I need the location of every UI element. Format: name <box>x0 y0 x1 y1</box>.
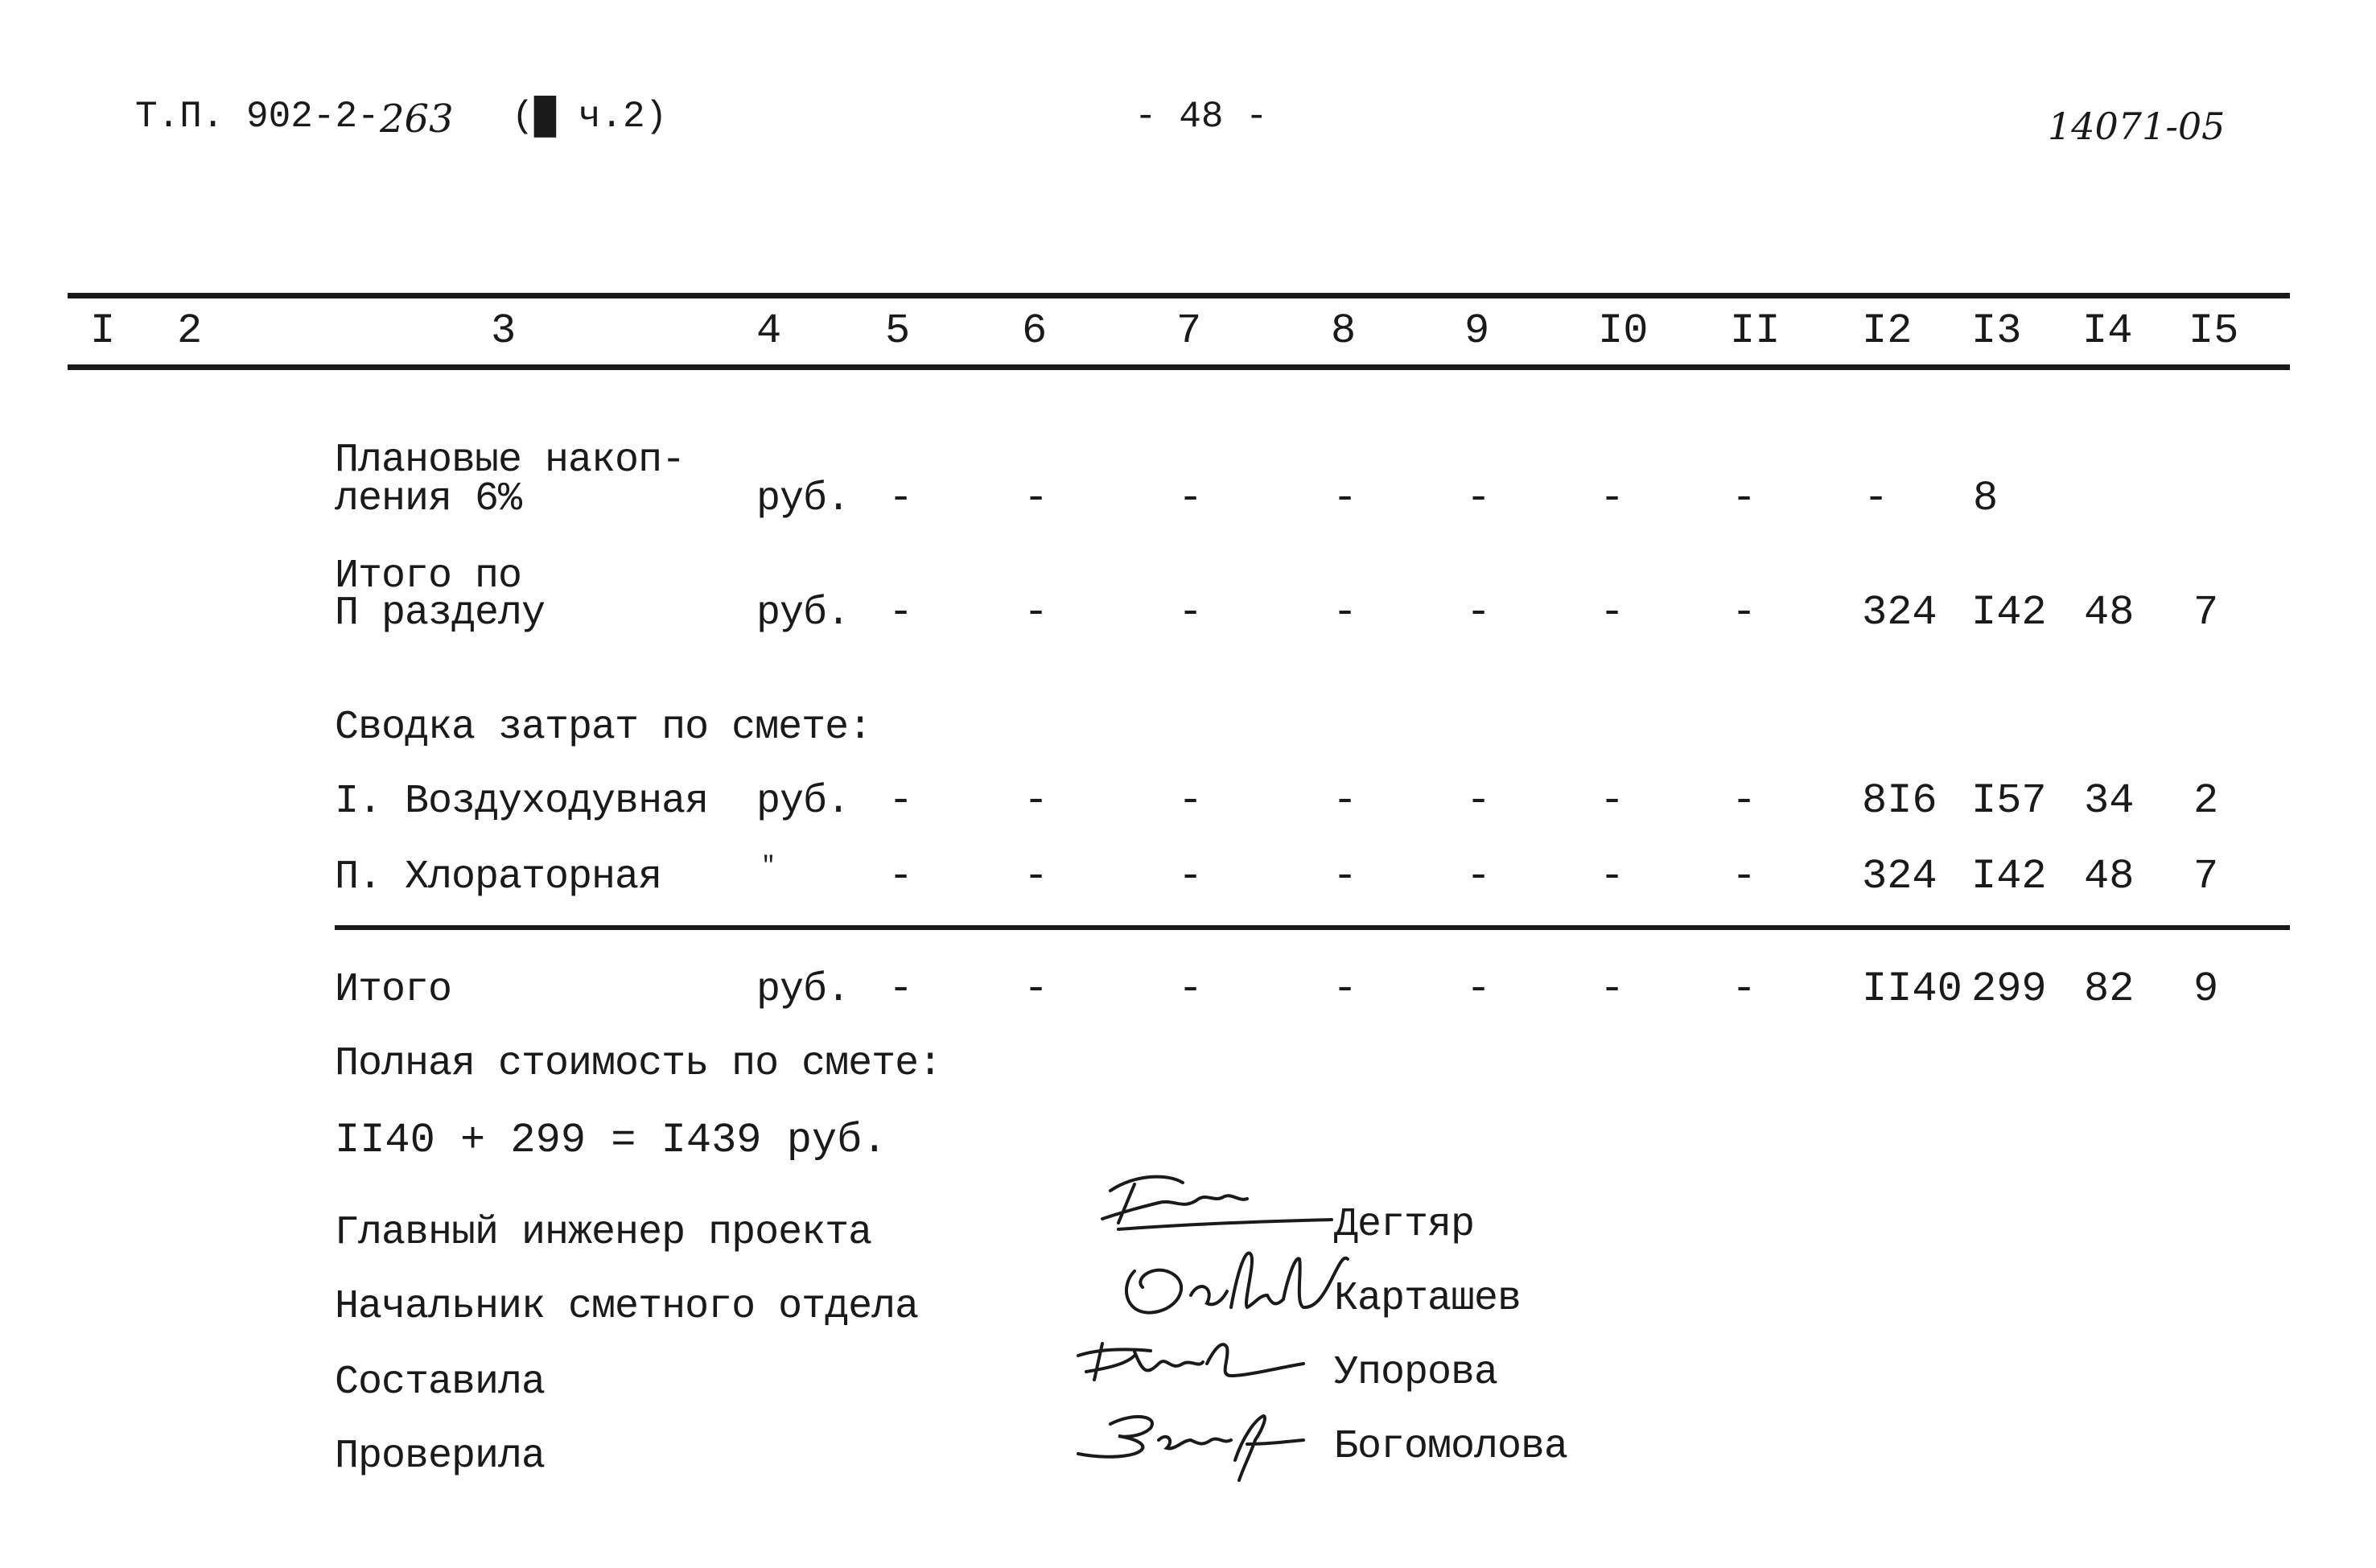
cell: II40 <box>1862 965 1962 1013</box>
row-label-line1: Плановые накоп- <box>335 438 686 484</box>
col-header: I <box>90 307 116 355</box>
cell: - <box>1600 475 1625 522</box>
col-header: I0 <box>1598 307 1649 355</box>
cell: 324 <box>1862 853 1937 900</box>
cell: 48 <box>2084 589 2135 636</box>
cell: I42 <box>1971 853 2047 900</box>
row-label-line1: Итого по <box>335 554 522 599</box>
cell: - <box>888 589 914 636</box>
col-header: 8 <box>1331 307 1357 355</box>
cell: - <box>1023 965 1049 1013</box>
cell: - <box>1600 777 1625 825</box>
col-header: 2 <box>177 307 203 355</box>
col-header: 9 <box>1464 307 1490 355</box>
table-top-rule <box>68 293 2290 298</box>
cell: - <box>1732 965 1757 1013</box>
cell: - <box>1600 965 1625 1013</box>
col-header: 6 <box>1022 307 1048 355</box>
cell: - <box>1732 475 1757 522</box>
cell: 34 <box>2084 777 2135 825</box>
cell: - <box>1332 475 1358 522</box>
row-unit: " <box>761 853 776 880</box>
cell: 299 <box>1971 965 2047 1013</box>
row-label-line2: ления 6% <box>335 476 522 522</box>
doc-part: (█ ч.2) <box>512 96 668 138</box>
cell: - <box>1178 777 1204 825</box>
signature-name: Карташев <box>1334 1276 1522 1322</box>
col-header: 3 <box>491 307 517 355</box>
col-header: II <box>1730 307 1781 355</box>
signature-mark-bogomolova <box>1070 1404 1312 1484</box>
doc-ref-handwritten: 263 <box>380 97 454 142</box>
col-header: I3 <box>1971 307 2022 355</box>
cell: 2 <box>2193 777 2219 825</box>
cell: - <box>1466 589 1492 636</box>
cell: 48 <box>2084 853 2135 900</box>
cell: - <box>1178 589 1204 636</box>
cell: - <box>1732 589 1757 636</box>
col-header: 7 <box>1176 307 1202 355</box>
cell: - <box>1600 589 1625 636</box>
summary-total-rule <box>335 925 2290 930</box>
cell: - <box>1466 965 1492 1013</box>
cell: - <box>1023 853 1049 900</box>
cell: I42 <box>1971 589 2047 636</box>
cell: - <box>1178 965 1204 1013</box>
cell: 8I6 <box>1862 777 1937 825</box>
signature-role: Проверила <box>335 1434 546 1480</box>
cell: - <box>1023 777 1049 825</box>
cell: 7 <box>2193 853 2219 900</box>
signature-name: Дегтяр <box>1334 1202 1475 1248</box>
cell: - <box>888 965 914 1013</box>
row-unit: руб. <box>756 476 850 522</box>
cell: - <box>1332 777 1358 825</box>
page-number: - 48 - <box>1134 96 1268 138</box>
signature-mark-kartashev <box>1110 1231 1352 1327</box>
col-header: 5 <box>885 307 911 355</box>
cell: - <box>1466 853 1492 900</box>
archive-number: 14071-05 <box>2048 105 2226 148</box>
cell: - <box>1600 853 1625 900</box>
cell: - <box>1023 589 1049 636</box>
signature-role: Составила <box>335 1360 546 1405</box>
cell: 9 <box>2193 965 2219 1013</box>
row-unit: руб. <box>756 779 850 825</box>
cell: - <box>1332 589 1358 636</box>
row-unit: руб. <box>756 967 850 1013</box>
row-label: П. Хлораторная <box>335 854 662 900</box>
summary-heading: Сводка затрат по смете: <box>335 705 872 751</box>
signature-name: Упорова <box>1334 1350 1498 1396</box>
signature-mark-degtyar <box>1086 1167 1336 1239</box>
cell: 8 <box>1973 475 1999 522</box>
signature-role: Начальник сметного отдела <box>335 1284 919 1330</box>
full-cost-heading: Полная стоимость по смете: <box>335 1041 942 1087</box>
cell: - <box>888 475 914 522</box>
col-header: I4 <box>2082 307 2133 355</box>
cell: I57 <box>1971 777 2047 825</box>
full-cost-formula: II40 + 299 = I439 руб. <box>335 1117 887 1164</box>
cell: - <box>1023 475 1049 522</box>
col-header: I5 <box>2189 307 2239 355</box>
col-header: I2 <box>1862 307 1913 355</box>
cell: - <box>1732 777 1757 825</box>
cell: - <box>1332 853 1358 900</box>
row-label: Итого <box>335 967 452 1013</box>
col-header: 4 <box>756 307 782 355</box>
cell: - <box>1466 777 1492 825</box>
cell: 7 <box>2193 589 2219 636</box>
doc-ref-prefix: Т.П. 902-2- <box>135 96 380 138</box>
cell: - <box>1178 475 1204 522</box>
cell: 82 <box>2084 965 2135 1013</box>
signature-role: Главный инженер проекта <box>335 1210 872 1256</box>
signature-name: Богомолова <box>1334 1424 1568 1470</box>
row-label: I. Воздуходувная <box>335 779 709 825</box>
cell: - <box>1732 853 1757 900</box>
cell: - <box>1332 965 1358 1013</box>
cell: - <box>888 777 914 825</box>
cell: - <box>888 853 914 900</box>
row-label-line2: П разделу <box>335 591 546 636</box>
cell: 324 <box>1862 589 1937 636</box>
cell: - <box>1466 475 1492 522</box>
signature-mark-uporova <box>1070 1331 1312 1396</box>
row-unit: руб. <box>756 591 850 636</box>
table-header-bottom-rule <box>68 364 2290 370</box>
cell: - <box>1178 853 1204 900</box>
cell: - <box>1863 475 1889 522</box>
